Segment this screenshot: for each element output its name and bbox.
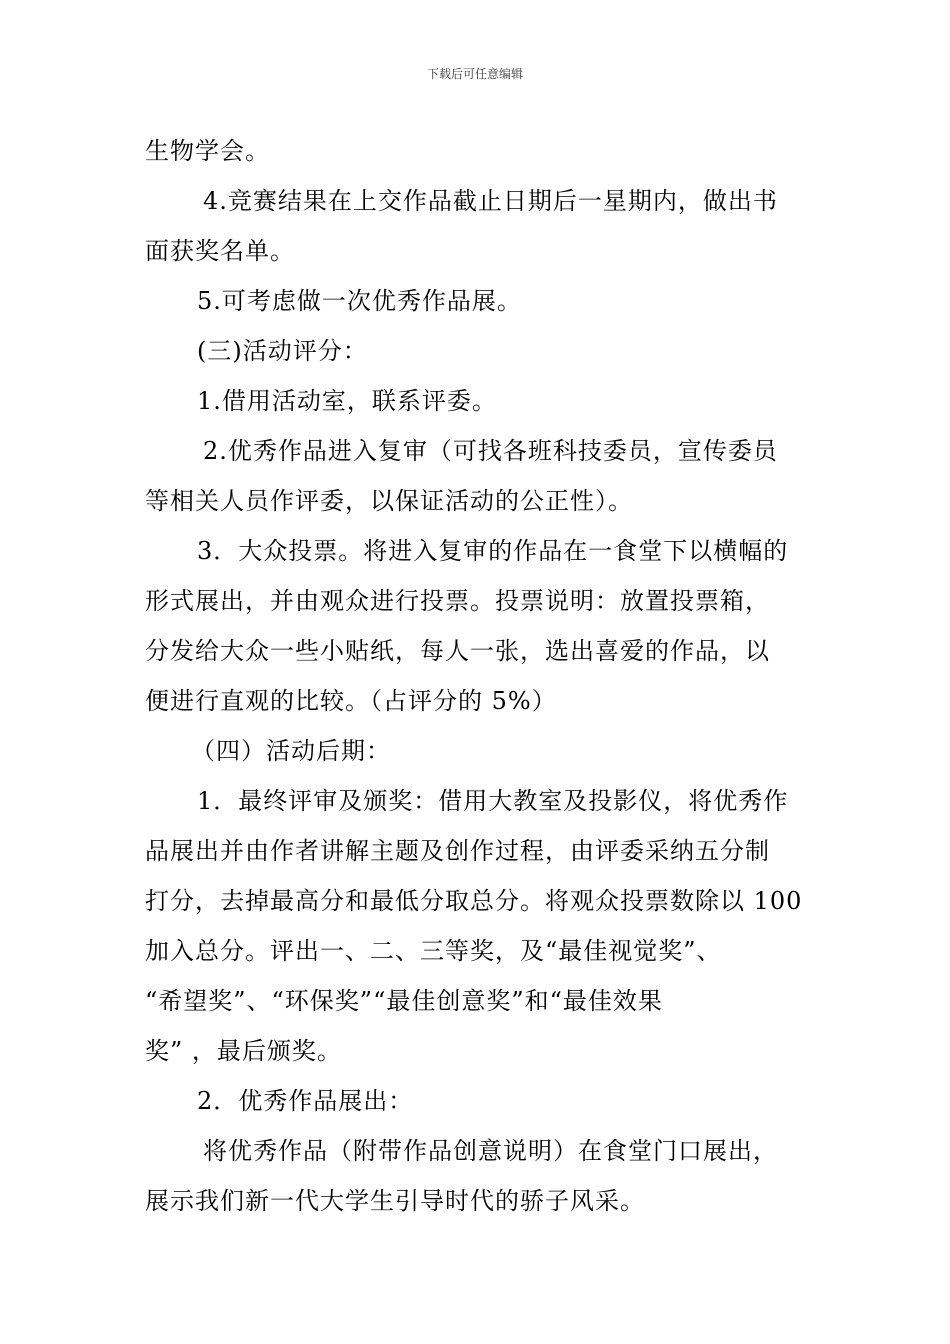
text-line: 打分，去掉最高分和最低分取总分。将观众投票数除以 100 xyxy=(145,887,803,915)
text-line: 5.可考虑做一次优秀作品展。 xyxy=(197,287,522,315)
text-line: 2.优秀作品进入复审（可找各班科技委员，宣传委员 xyxy=(203,437,778,465)
text-line: 分发给大众一些小贴纸，每人一张，选出喜爱的作品，以 xyxy=(145,637,770,665)
text-line: 展示我们新一代大学生引导时代的骄子风采。 xyxy=(145,1187,645,1215)
text-line: “希望奖”、“环保奖”“最佳创意奖”和“最佳效果 xyxy=(145,987,663,1015)
text-line: 3．大众投票。将进入复审的作品在一食堂下以横幅的 xyxy=(197,537,789,565)
text-line: 形式展出，并由观众进行投票。投票说明：放置投票箱， xyxy=(145,587,770,615)
document-body xyxy=(145,126,809,1226)
text-line: 便进行直观的比较。（占评分的 5%） xyxy=(145,687,557,715)
text-line: 品展出并由作者讲解主题及创作过程，由评委采纳五分制 xyxy=(145,837,770,865)
text-line: 4.竞赛结果在上交作品截止日期后一星期内，做出书 xyxy=(203,187,778,215)
text-line: 加入总分。评出一、二、三等奖，及“最佳视觉奖”、 xyxy=(145,937,722,965)
text-line: 奖” ，最后颁奖。 xyxy=(145,1037,342,1065)
text-line: 面获奖名单。 xyxy=(145,237,295,265)
text-line: 1．最终评审及颁奖：借用大教室及投影仪，将优秀作 xyxy=(197,787,789,815)
text-line: 等相关人员作评委，以保证活动的公正性）。 xyxy=(145,487,633,515)
text-line: 1.借用活动室，联系评委。 xyxy=(197,387,497,415)
section-heading: （四）活动后期： xyxy=(191,737,391,765)
text-line: 2．优秀作品展出： xyxy=(197,1087,414,1115)
text-line: 将优秀作品（附带作品创意说明）在食堂门口展出， xyxy=(203,1137,778,1165)
section-heading: (三)活动评分： xyxy=(197,337,368,365)
text-line: 生物学会。 xyxy=(145,137,270,165)
page-header: 下载后可任意编辑 xyxy=(426,67,523,81)
